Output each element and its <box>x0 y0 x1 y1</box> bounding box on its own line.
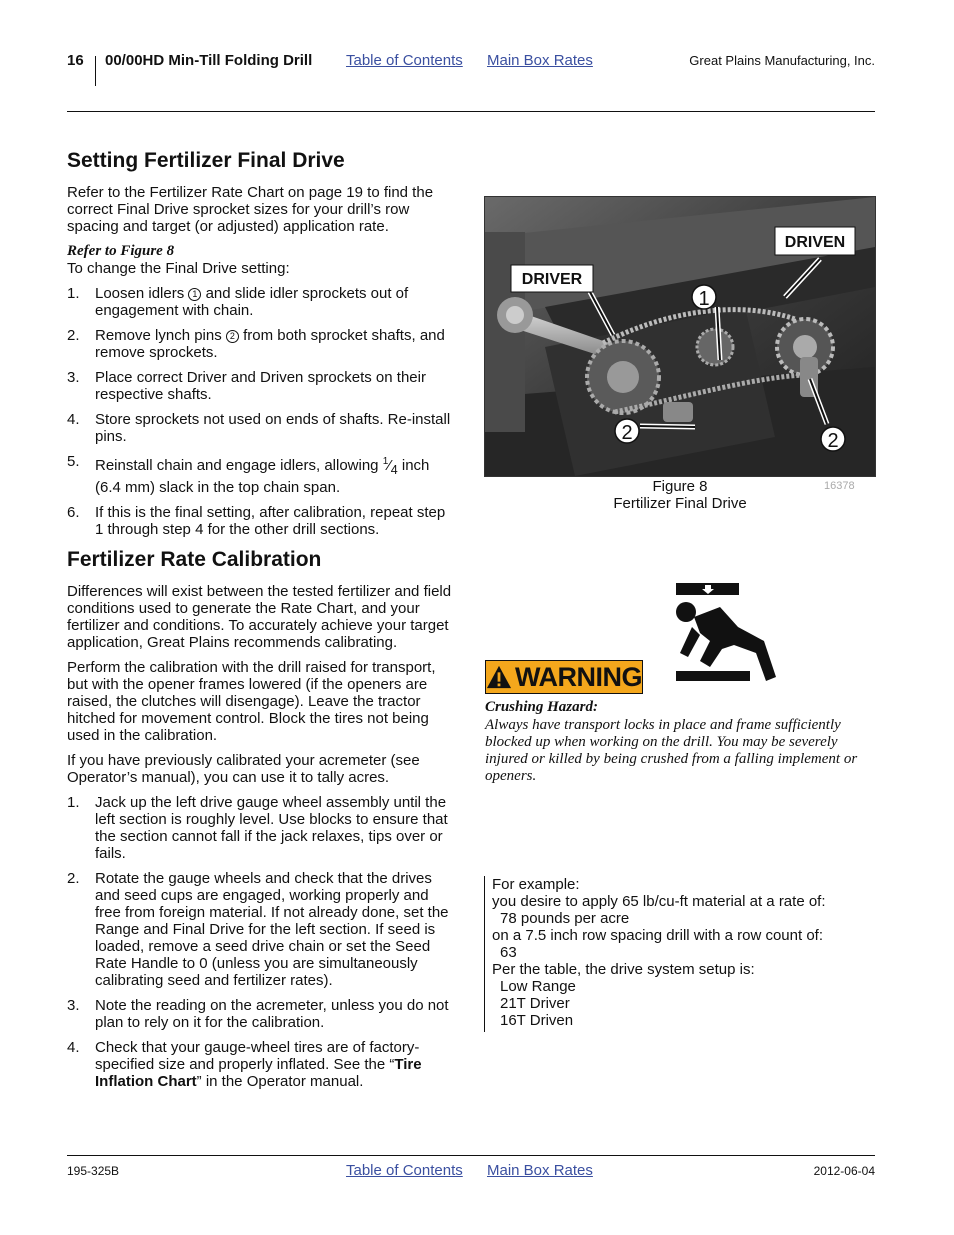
svg-text:2: 2 <box>827 430 839 452</box>
warning-signal-word <box>485 660 643 694</box>
footer-toc-link[interactable]: Table of Contents <box>346 1162 463 1179</box>
final-drive-steps <box>67 285 457 538</box>
example-box: For example: you desire to apply 65 lb/cu-ft material at a rate of: 78 pounds per acre on a 7.5 inch row spacing drill with a row count of: 63 Per the table, the drive system setup is: Low Range 21T Driver 16T Driven <box>484 876 826 1032</box>
list-item: 2. Rotate the gauge wheels and check that the drives and seed cups are engaged, working properly and free from foreign material. If not already done, set the Range and Final Drive for the left section. If seed is loaded, remove a seed drive chain or set the Seed Rate Handle to 0 (unless you are simultaneously calibrating seed and fertilizer rates). <box>67 870 449 989</box>
header-toc-link[interactable]: Table of Contents <box>346 52 463 69</box>
list-item: 3. Note the reading on the acremeter, unless you do not plan to rely on it for the calibration. <box>67 997 449 1031</box>
warning-label: WARNING <box>515 661 642 692</box>
figure-number: Figure 8 <box>652 478 708 495</box>
driven-label: DRIVEN <box>784 234 846 251</box>
final-drive-lead: To change the Final Drive setting: <box>67 260 290 277</box>
final-drive-intro: Refer to the Fertilizer Rate Chart on page 19 to find the correct Final Drive sprocket sizes for your drill’s row spacing and target (or adjusted) application rate. <box>67 184 434 235</box>
section-heading-final-drive: Setting Fertilizer Final Drive <box>67 149 345 172</box>
figure-reference: Refer to Figure 8 <box>67 243 175 259</box>
hazard-title: Crushing Hazard: <box>485 699 598 715</box>
svg-text:1: 1 <box>698 288 710 310</box>
list-item: 1. Jack up the left drive gauge wheel assembly until the left section is roughly level. Use blocks to ensure that the section cannot fall if the jack relaxes, tips over or fails. <box>67 794 448 862</box>
header-rule <box>67 111 875 112</box>
list-item: 3. Place correct Driver and Driven sprockets on their respective shafts. <box>67 369 426 403</box>
callout-marker-icon: 1 <box>188 288 201 301</box>
list-item: 4. Check that your gauge-wheel tires are of factory-specified size and properly inflated. See the “Tire Inflation Chart” in the Operator manual. <box>67 1039 422 1090</box>
footer-main-box-rates-link[interactable]: Main Box Rates <box>487 1162 593 1179</box>
header-divider <box>95 56 96 86</box>
footer-rule <box>67 1155 875 1156</box>
page-number: 16 <box>67 52 84 69</box>
calibration-para: Perform the calibration with the drill raised for transport, but with the opener frames lowered (if the openers are raised, the clutches will disengage). Leave the tractor hitched for movement control. Block the tires not being used in the calibration. <box>67 659 436 744</box>
company-name: Great Plains Manufacturing, Inc. <box>689 53 875 68</box>
warning-triangle-icon <box>486 664 512 690</box>
document-date: 2012-06-04 <box>813 1164 875 1178</box>
hazard-body: Always have transport locks in place and frame sufficiently blocked up when working on the drill. You may be severely injured or killed by being crushed from a falling implement or openers. <box>485 717 858 784</box>
image-number: 16378 <box>824 480 855 492</box>
callout-marker-icon: 2 <box>226 330 239 343</box>
header-main-box-rates-link[interactable]: Main Box Rates <box>487 52 593 69</box>
calibration-para: Differences will exist between the tested fertilizer and field conditions used to generate the Rate Chart, and your fertilizer and conditions. To accurately achieve your target application, Great Plains recommends calibrating. <box>67 583 452 651</box>
driver-label: DRIVER <box>521 271 583 288</box>
list-item: 1. Loosen idlers 1 and slide idler sprockets out of engagement with chain. <box>67 285 409 319</box>
list-item: 4. Store sprockets not used on ends of shafts. Re-install pins. <box>67 411 451 445</box>
section-heading-calibration: Fertilizer Rate Calibration <box>67 548 322 571</box>
figure-8-photo <box>484 196 876 477</box>
calibration-para: If you have previously calibrated your acremeter (see Operator’s manual), you can use it to tally acres. <box>67 752 420 786</box>
final-drive-body <box>67 184 457 546</box>
figure-title: Fertilizer Final Drive <box>613 495 747 512</box>
list-item: 5. Reinstall chain and engage idlers, allowing $^1⁄_4$ inch (6.4 mm) slack in the top chain span. <box>67 453 430 496</box>
document-title: 00/00HD Min-Till Folding Drill <box>105 52 313 69</box>
list-item: 6. If this is the final setting, after calibration, repeat step 1 through step 4 for the other drill sections. <box>67 504 446 538</box>
svg-text:2: 2 <box>621 422 633 444</box>
figure-caption <box>484 478 876 512</box>
crushing-hazard-icon <box>672 583 782 688</box>
calibration-body <box>67 583 457 1098</box>
document-code: 195-325B <box>67 1164 120 1178</box>
list-item: 2. Remove lynch pins 2 from both sprocket shafts, and remove sprockets. <box>67 327 445 361</box>
calibration-steps <box>67 794 457 1090</box>
